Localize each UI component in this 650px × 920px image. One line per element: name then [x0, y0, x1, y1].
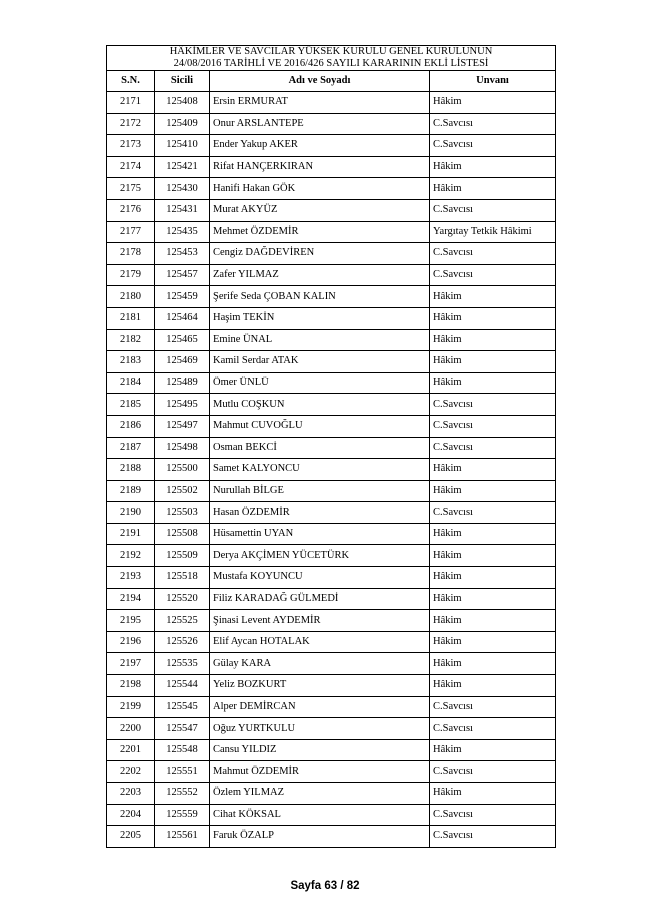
cell-name: Samet KALYONCU — [210, 459, 430, 481]
cell-sicil: 125503 — [155, 502, 210, 524]
cell-sn: 2178 — [107, 243, 155, 265]
cell-name: Ersin ERMURAT — [210, 92, 430, 114]
cell-sicil: 125457 — [155, 264, 210, 286]
cell-sicil: 125525 — [155, 610, 210, 632]
cell-name: Mehmet ÖZDEMİR — [210, 221, 430, 243]
cell-name: Özlem YILMAZ — [210, 783, 430, 805]
table-row — [107, 437, 556, 459]
cell-sicil: 125489 — [155, 372, 210, 394]
cell-sn: 2198 — [107, 675, 155, 697]
table-row — [107, 351, 556, 373]
cell-sicil: 125544 — [155, 675, 210, 697]
cell-name: Faruk ÖZALP — [210, 826, 430, 848]
cell-name: Mustafa KOYUNCU — [210, 567, 430, 589]
cell-name: Alper DEMİRCAN — [210, 696, 430, 718]
cell-sicil: 125421 — [155, 156, 210, 178]
cell-name: Cansu YILDIZ — [210, 739, 430, 761]
cell-title: Hâkim — [430, 610, 556, 632]
cell-title: C.Savcısı — [430, 761, 556, 783]
cell-sn: 2189 — [107, 480, 155, 502]
cell-sn: 2186 — [107, 415, 155, 437]
cell-sicil: 125548 — [155, 739, 210, 761]
cell-title: Yargıtay Tetkik Hâkimi — [430, 221, 556, 243]
cell-sn: 2199 — [107, 696, 155, 718]
table-title-line2: 24/08/2016 TARİHLİ VE 2016/426 SAYILI KARARININ EKLİ LİSTESİ — [173, 58, 489, 69]
column-header-row — [107, 71, 556, 92]
table-row — [107, 178, 556, 200]
cell-sn: 2201 — [107, 739, 155, 761]
table-row — [107, 610, 556, 632]
cell-name: Emine ÜNAL — [210, 329, 430, 351]
table-row — [107, 135, 556, 157]
cell-title: Hâkim — [430, 307, 556, 329]
cell-sn: 2195 — [107, 610, 155, 632]
table-row — [107, 545, 556, 567]
cell-sn: 2171 — [107, 92, 155, 114]
cell-name: Osman BEKCİ — [210, 437, 430, 459]
table-row — [107, 480, 556, 502]
table-row — [107, 199, 556, 221]
cell-name: Filiz KARADAĞ GÜLMEDİ — [210, 588, 430, 610]
table-row — [107, 675, 556, 697]
table-body — [107, 92, 556, 848]
table-row — [107, 92, 556, 114]
cell-title: Hâkim — [430, 523, 556, 545]
cell-name: Mutlu COŞKUN — [210, 394, 430, 416]
cell-title: Hâkim — [430, 739, 556, 761]
cell-name: Cengiz DAĞDEVİREN — [210, 243, 430, 265]
cell-title: Hâkim — [430, 329, 556, 351]
cell-title: Hâkim — [430, 653, 556, 675]
cell-sicil: 125508 — [155, 523, 210, 545]
cell-title: C.Savcısı — [430, 826, 556, 848]
cell-sn: 2202 — [107, 761, 155, 783]
table-row — [107, 653, 556, 675]
cell-name: Hüsamettin UYAN — [210, 523, 430, 545]
column-header-name: Adı ve Soyadı — [210, 71, 430, 92]
cell-name: Elif Aycan HOTALAK — [210, 631, 430, 653]
cell-sn: 2179 — [107, 264, 155, 286]
cell-sicil: 125509 — [155, 545, 210, 567]
cell-name: Mahmut CUVOĞLU — [210, 415, 430, 437]
cell-sn: 2188 — [107, 459, 155, 481]
cell-sicil: 125464 — [155, 307, 210, 329]
cell-sn: 2185 — [107, 394, 155, 416]
cell-sn: 2183 — [107, 351, 155, 373]
table-row — [107, 761, 556, 783]
cell-name: Ömer ÜNLÜ — [210, 372, 430, 394]
table-row — [107, 156, 556, 178]
cell-sn: 2193 — [107, 567, 155, 589]
cell-title: C.Savcısı — [430, 415, 556, 437]
cell-title: C.Savcısı — [430, 437, 556, 459]
cell-title: C.Savcısı — [430, 199, 556, 221]
cell-sicil: 125408 — [155, 92, 210, 114]
cell-sicil: 125502 — [155, 480, 210, 502]
table-row — [107, 394, 556, 416]
cell-sicil: 125498 — [155, 437, 210, 459]
table-row — [107, 372, 556, 394]
cell-sn: 2196 — [107, 631, 155, 653]
cell-sn: 2172 — [107, 113, 155, 135]
table-row — [107, 264, 556, 286]
cell-sicil: 125500 — [155, 459, 210, 481]
cell-sicil: 125431 — [155, 199, 210, 221]
table-row — [107, 826, 556, 848]
cell-title: C.Savcısı — [430, 264, 556, 286]
cell-sicil: 125410 — [155, 135, 210, 157]
table-row — [107, 588, 556, 610]
cell-name: Yeliz BOZKURT — [210, 675, 430, 697]
cell-sn: 2203 — [107, 783, 155, 805]
cell-name: Murat AKYÜZ — [210, 199, 430, 221]
cell-sn: 2181 — [107, 307, 155, 329]
cell-sn: 2173 — [107, 135, 155, 157]
table-row — [107, 783, 556, 805]
table-row — [107, 718, 556, 740]
table-row — [107, 459, 556, 481]
cell-name: Mahmut ÖZDEMİR — [210, 761, 430, 783]
cell-sn: 2184 — [107, 372, 155, 394]
table-row — [107, 739, 556, 761]
cell-title: Hâkim — [430, 92, 556, 114]
cell-title: C.Savcısı — [430, 502, 556, 524]
cell-sn: 2182 — [107, 329, 155, 351]
column-header-sicil: Sicili — [155, 71, 210, 92]
table-row — [107, 502, 556, 524]
table-row — [107, 307, 556, 329]
cell-sn: 2176 — [107, 199, 155, 221]
table-row — [107, 286, 556, 308]
cell-title: Hâkim — [430, 351, 556, 373]
cell-name: Şerife Seda ÇOBAN KALIN — [210, 286, 430, 308]
cell-sicil: 125435 — [155, 221, 210, 243]
table-row — [107, 567, 556, 589]
cell-sicil: 125497 — [155, 415, 210, 437]
cell-name: Rifat HANÇERKIRAN — [210, 156, 430, 178]
page-number: Sayfa 63 / 82 — [290, 880, 360, 892]
table-title — [107, 46, 556, 71]
cell-sn: 2194 — [107, 588, 155, 610]
cell-name: Nurullah BİLGE — [210, 480, 430, 502]
table-row — [107, 696, 556, 718]
cell-name: Cihat KÖKSAL — [210, 804, 430, 826]
judges-prosecutors-table — [106, 45, 556, 848]
cell-sn: 2187 — [107, 437, 155, 459]
cell-sicil: 125518 — [155, 567, 210, 589]
cell-title: Hâkim — [430, 588, 556, 610]
table-row — [107, 631, 556, 653]
cell-sn: 2174 — [107, 156, 155, 178]
cell-name: Ender Yakup AKER — [210, 135, 430, 157]
cell-sicil: 125469 — [155, 351, 210, 373]
cell-name: Gülay KARA — [210, 653, 430, 675]
cell-title: C.Savcısı — [430, 135, 556, 157]
column-header-title: Unvanı — [430, 71, 556, 92]
table-row — [107, 329, 556, 351]
cell-title: C.Savcısı — [430, 718, 556, 740]
cell-title: Hâkim — [430, 631, 556, 653]
cell-title: Hâkim — [430, 675, 556, 697]
cell-sn: 2205 — [107, 826, 155, 848]
cell-title: Hâkim — [430, 545, 556, 567]
cell-title: Hâkim — [430, 783, 556, 805]
cell-name: Derya AKÇİMEN YÜCETÜRK — [210, 545, 430, 567]
cell-sn: 2177 — [107, 221, 155, 243]
cell-sicil: 125559 — [155, 804, 210, 826]
cell-sn: 2175 — [107, 178, 155, 200]
cell-sn: 2200 — [107, 718, 155, 740]
cell-name: Onur ARSLANTEPE — [210, 113, 430, 135]
cell-title: Hâkim — [430, 480, 556, 502]
table-row — [107, 415, 556, 437]
cell-name: Şinasi Levent AYDEMİR — [210, 610, 430, 632]
cell-name: Oğuz YURTKULU — [210, 718, 430, 740]
cell-sn: 2204 — [107, 804, 155, 826]
cell-sicil: 125561 — [155, 826, 210, 848]
cell-title: C.Savcısı — [430, 696, 556, 718]
cell-sicil: 125547 — [155, 718, 210, 740]
cell-title: C.Savcısı — [430, 113, 556, 135]
cell-title: Hâkim — [430, 372, 556, 394]
cell-sn: 2192 — [107, 545, 155, 567]
cell-title: Hâkim — [430, 286, 556, 308]
cell-sn: 2190 — [107, 502, 155, 524]
table-row — [107, 113, 556, 135]
cell-sicil: 125430 — [155, 178, 210, 200]
cell-name: Zafer YILMAZ — [210, 264, 430, 286]
cell-name: Hasan ÖZDEMİR — [210, 502, 430, 524]
cell-sicil: 125520 — [155, 588, 210, 610]
cell-sicil: 125495 — [155, 394, 210, 416]
cell-name: Kamil Serdar ATAK — [210, 351, 430, 373]
cell-sicil: 125409 — [155, 113, 210, 135]
table-title-line1: HÂKİMLER VE SAVCILAR YÜKSEK KURULU GENEL KURULUNUN — [169, 46, 493, 57]
cell-title: C.Savcısı — [430, 394, 556, 416]
cell-sn: 2197 — [107, 653, 155, 675]
table-row — [107, 243, 556, 265]
cell-title: Hâkim — [430, 567, 556, 589]
cell-sicil: 125552 — [155, 783, 210, 805]
cell-sicil: 125526 — [155, 631, 210, 653]
cell-sicil: 125465 — [155, 329, 210, 351]
cell-sicil: 125545 — [155, 696, 210, 718]
cell-sicil: 125453 — [155, 243, 210, 265]
cell-sicil: 125535 — [155, 653, 210, 675]
cell-title: Hâkim — [430, 178, 556, 200]
cell-sn: 2180 — [107, 286, 155, 308]
cell-sicil: 125459 — [155, 286, 210, 308]
cell-title: C.Savcısı — [430, 243, 556, 265]
cell-name: Haşim TEKİN — [210, 307, 430, 329]
column-header-sn: S.N. — [107, 71, 155, 92]
cell-sicil: 125551 — [155, 761, 210, 783]
table-row — [107, 804, 556, 826]
table-row — [107, 221, 556, 243]
table-row — [107, 523, 556, 545]
cell-sn: 2191 — [107, 523, 155, 545]
cell-title: Hâkim — [430, 156, 556, 178]
cell-title: C.Savcısı — [430, 804, 556, 826]
cell-name: Hanifi Hakan GÖK — [210, 178, 430, 200]
cell-title: Hâkim — [430, 459, 556, 481]
